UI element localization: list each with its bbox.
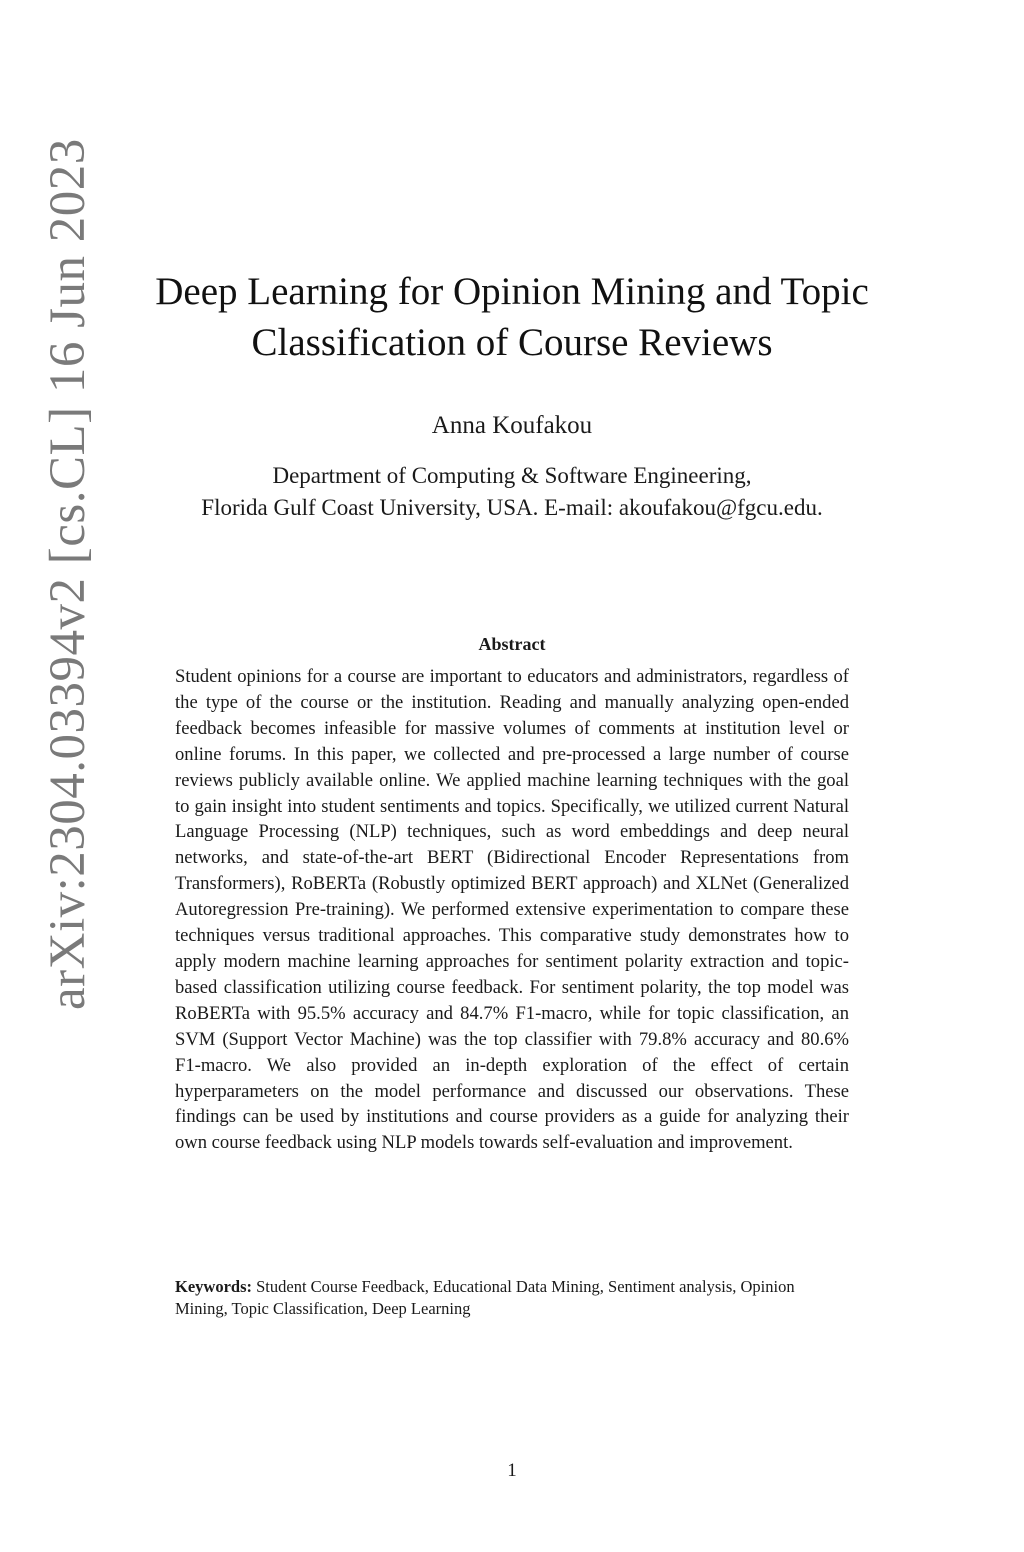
keywords-label: Keywords:: [175, 1277, 252, 1296]
affiliation-line-2: Florida Gulf Coast University, USA. E-mail: akoufakou@fgcu.edu.: [201, 495, 823, 520]
page-number: 1: [507, 1460, 517, 1481]
keywords-list: Student Course Feedback, Educational Data Mining, Sentiment analysis, Opinion Mining, Topic Classification, Deep Learning: [175, 1277, 795, 1318]
abstract-heading: Abstract: [478, 634, 546, 654]
arxiv-identifier-stamp: arXiv:2304.03394v2 [cs.CL] 16 Jun 2023: [40, 138, 96, 1010]
affiliation: [100, 460, 924, 524]
keywords: [175, 1276, 849, 1320]
affiliation-line-1: Department of Computing & Software Engineering,: [272, 463, 752, 488]
paper-title: Deep Learning for Opinion Mining and Topic Classification of Course Reviews: [155, 270, 869, 364]
author-name: Anna Koufakou: [431, 412, 593, 439]
abstract-text: Student opinions for a course are important to educators and administrators, regardless of the type of the course or the institution. Reading and manually analyzing open-ended feedback becomes infeasible for massive volumes of comments at institution level or online forums. In this paper, we collected and pre-processed a large number of course reviews publicly available online. We applied machine learning techniques with the goal to gain insight into student sentiments and topics. Specifically, we utilized current Natural Language Processing (NLP) techniques, such as word embeddings and deep neural networks, and state-of-the-art BERT (Bidirectional Encoder Representations from Transformers), RoBERTa (Robustly optimized BERT approach) and XLNet (Generalized Autoregression Pre-training). We performed extensive experimentation to compare these techniques versus traditional approaches. This comparative study demonstrates how to apply modern machine learning approaches for sentiment polarity extraction and topic-based classification utilizing course feedback. For sentiment polarity, the top model was RoBERTa with 95.5% accuracy and 84.7% F1-macro, while for topic classification, an SVM (Support Vector Machine) was the top classifier with 79.8% accuracy and 80.6% F1-macro. We also provided an in-depth exploration of the effect of certain hyperparameters on the model performance and discussed our observations. These findings can be used by institutions and course providers as a guide for analyzing their own course feedback using NLP models towards self-evaluation and improvement.: [175, 666, 849, 1154]
